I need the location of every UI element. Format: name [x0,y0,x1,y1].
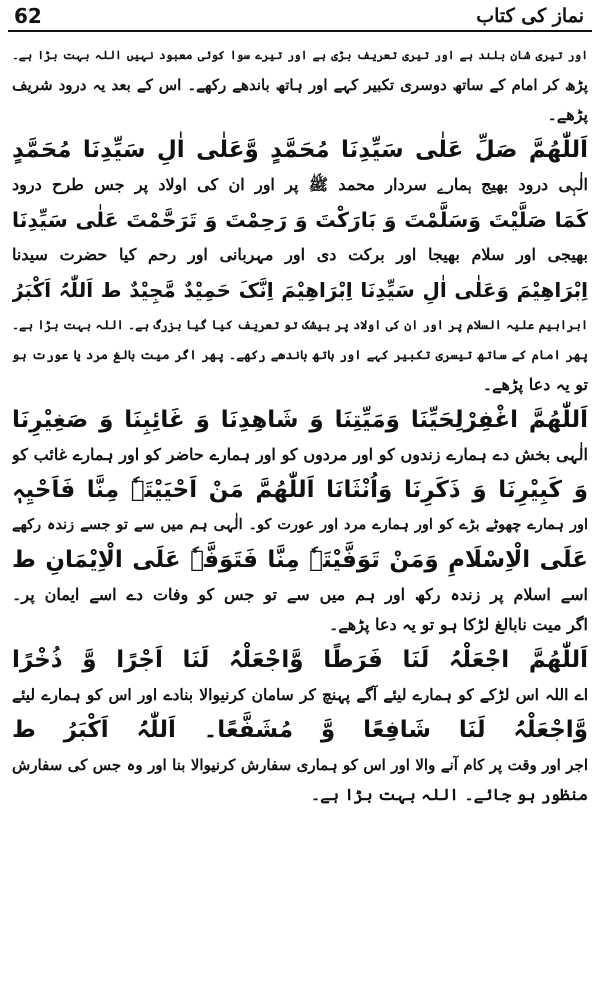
book-title: نماز کی کتاب [476,5,584,27]
urdu-line: ابراہیم علیہ السلام پر اور ان کی اولاد پر بیشک تو تعریف کیا گیا بزرگ ہے۔ اللہ بہت بڑا ہے۔ [12,318,588,332]
page-header [8,4,592,32]
urdu-line: تو یہ دعا پڑھے۔ [482,375,588,394]
urdu-line: اور ہمارے چھوٹے بڑے کو اور ہمارے مرد اور عورت کو۔ الٰہی ہم میں سے تو جسے زندہ رکھے [12,516,588,533]
arabic-line: اَللّٰھُمَّ صَلِّ عَلٰی سَیِّدِنَا مُحَمَّدٍ وَّعَلٰی اٰلِ سَیِّدِنَا مُحَمَّدٍ [12,137,588,163]
urdu-line: بھیجی اور سلام بھیجا اور برکت دی اور مہربانی اور رحم کیا حضرت سیدنا [12,245,588,264]
urdu-line: الٰہی بخش دے ہمارے زندوں کو اور مردوں کو اور ہمارے حاضر کو اور ہمارے غائب کو [12,445,588,464]
arabic-line: وَّاجْعَلْہُ لَنَا شَافِعًا وَّ مُشَفَّعًا۔ اَللّٰہُ اَکْبَرُ ط [12,717,588,743]
page-body [12,40,588,810]
arabic-line: کَمَا صَلَّیْتَ وَسَلَّمْتَ وَ بَارَکْتَ وَ رَحِمْتَ وَ تَرَحَّمْتَ عَلٰی سَیِّدِنَا [12,208,588,232]
arabic-line: اِبْرَاھِیْمَ وَعَلٰی اٰلِ سَیِّدِنَا اِبْرَاھِیْمَ اِنَّکَ حَمِیْدٌ مَّجِیْدٌ ط اَللّٰہُ اَکْبَرُ [12,278,588,302]
urdu-line: اگر میت نابالغ لڑکا ہو تو یہ دعا پڑھے۔ [328,615,588,634]
urdu-line: الٰہی درود بھیج ہمارے سردار محمد ﷺ پر اور ان کی اولاد پر جس طرح درود [12,175,588,194]
urdu-line: اے اللہ اس لڑکے کو ہمارے لیئے آگے پہنچ کر سامان کرنیوالا بنادے اور اس کو ہمارے لیئے [12,685,588,704]
urdu-line: پڑھ کر امام کے ساتھ دوسری تکبیر کہے اور ہاتھ باندھے رکھے۔ اس کے بعد یہ درود شریف [12,76,588,94]
arabic-line: عَلَی الْاِسْلَامِ وَمَنْ تَوَفَّیْتَہٗ مِنَّا فَتَوَفَّہٗ عَلَی الْاِیْمَانِ ط [12,547,588,573]
page-number: 62 [14,4,42,28]
urdu-line: اور تیری شان بلند ہے اور تیری تعریف بڑی ہے اور تیرے سوا کوئی معبود نہیں اللہ بہت بڑا ہے۔ [12,48,588,62]
arabic-line: وَ کَبِیْرِنَا وَ ذَکَرِنَا وَاُنْثَانَا اَللّٰھُمَّ مَنْ اَحْیَیْتَہٗ مِنَّا فَاَحْیِہٖ [12,477,588,503]
urdu-line: اسے اسلام پر زندہ رکھ اور ہم میں سے تو جس کو وفات دے اسے ایمان پر۔ [12,585,588,604]
arabic-line: اَللّٰھُمَّ اجْعَلْہُ لَنَا فَرَطًا وَّاجْعَلْہُ لَنَا اَجْرًا وَّ ذُخْرًا [12,647,588,673]
urdu-line: اجر اور وقت پر کام آنے والا اور اس کو ہماری سفارش کرنیوالا بنا اور وہ جس کی سفارش [12,756,588,774]
urdu-line: پڑھے۔ [547,105,588,124]
urdu-line: منظور ہو جائے۔ اللہ بہت بڑا ہے۔ [310,785,588,804]
urdu-line: پھر امام کے ساتھ تیسری تکبیر کہے اور ہاتھ باندھے رکھے۔ پھر اگر میت بالغ مرد یا عورت ہو [12,347,588,362]
arabic-line: اَللّٰھُمَّ اغْفِرْلِحَیِّنَا وَمَیِّتِنَا وَ شَاھِدِنَا وَ غَائِبِنَا وَ صَغِیْرِنَا [12,407,588,433]
